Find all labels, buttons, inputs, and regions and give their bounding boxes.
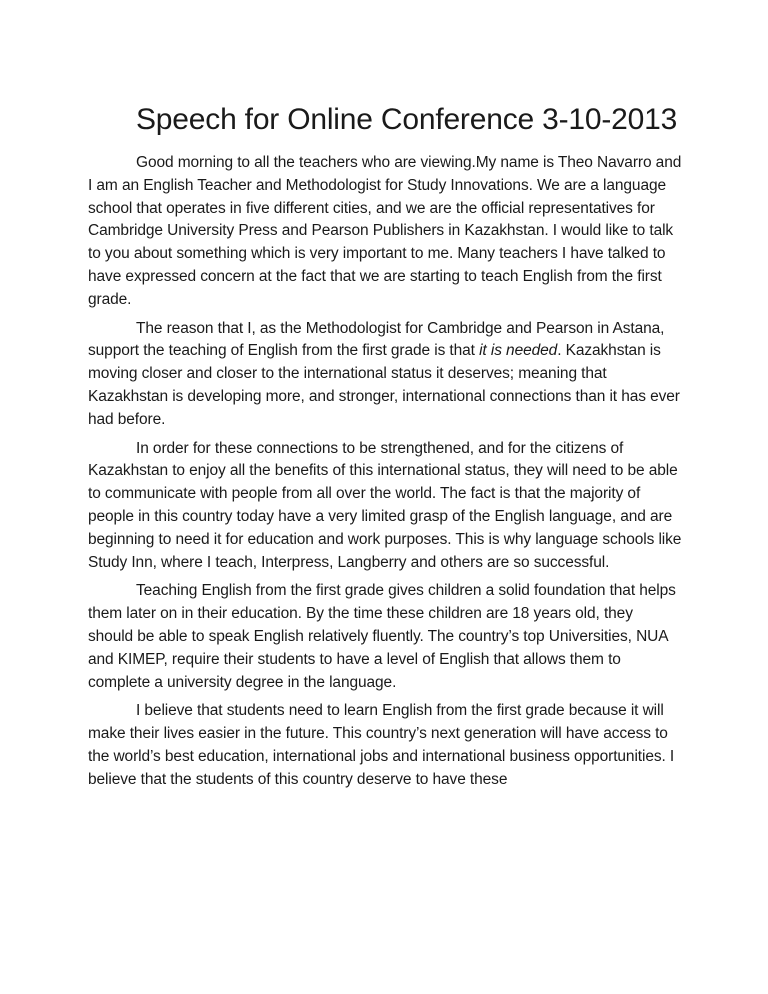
paragraph-connections: In order for these connections to be strengthened, and for the citizens of Kazakhstan to enjoy all the benefits of this international status, they will need to be able to communicate with people from all over the world. The fact is that the majority of people in this country today have a very limited grasp of the English language, and are beginning to need it for education and work purposes. This is why language schools like Study Inn, where I teach, Interpress, Langberry and others are so successful.	[88, 439, 682, 571]
paragraph-reason-after: . Kazakhstan is moving closer and closer to the international status it deserves; meaning that Kazakhstan is developing more, and stronger, international connections than it has ever had before.	[88, 342, 680, 428]
paragraph-greeting: Good morning to all the teachers who are viewing.My name is Theo Navarro and I am an English Teacher and Methodologist for Study Innovations. We are a language school that operates in five different cities, and we are the official representatives for Cambridge University Press and Pearson Publishers in Kazakhstan. I would like to talk to you about something which is very important to me. Many teachers I have talked to have expressed concern at the fact that we are starting to teach English from the first grade.	[88, 154, 682, 308]
paragraph-future: I believe that students need to learn English from the first grade because it will make their lives easier in the future. This country’s next generation will have access to the world’s best education, international jobs and international business opportunities. I believe that the students of this country deserve to have these	[88, 702, 675, 788]
paragraph-reason-before: The reason that I, as the Methodologist for Cambridge and Pearson in Astana, support the teaching of English from the first grade is that	[88, 319, 665, 360]
paragraph-reason-emphasis: it is needed	[479, 342, 558, 360]
paragraph-reason	[88, 318, 682, 432]
document-body	[88, 100, 682, 798]
paragraph-first-grade: Teaching English from the first grade gives children a solid foundation that helps them later on in their education. By the time these children are 18 years old, they should be able to speak English relatively fluently. The country’s top Universities, NUA and KIMEP, require their students to have a level of English that allows them to complete a university degree in the language.	[88, 582, 676, 691]
document-title: Speech for Online Conference 3-10-2013	[136, 103, 678, 136]
